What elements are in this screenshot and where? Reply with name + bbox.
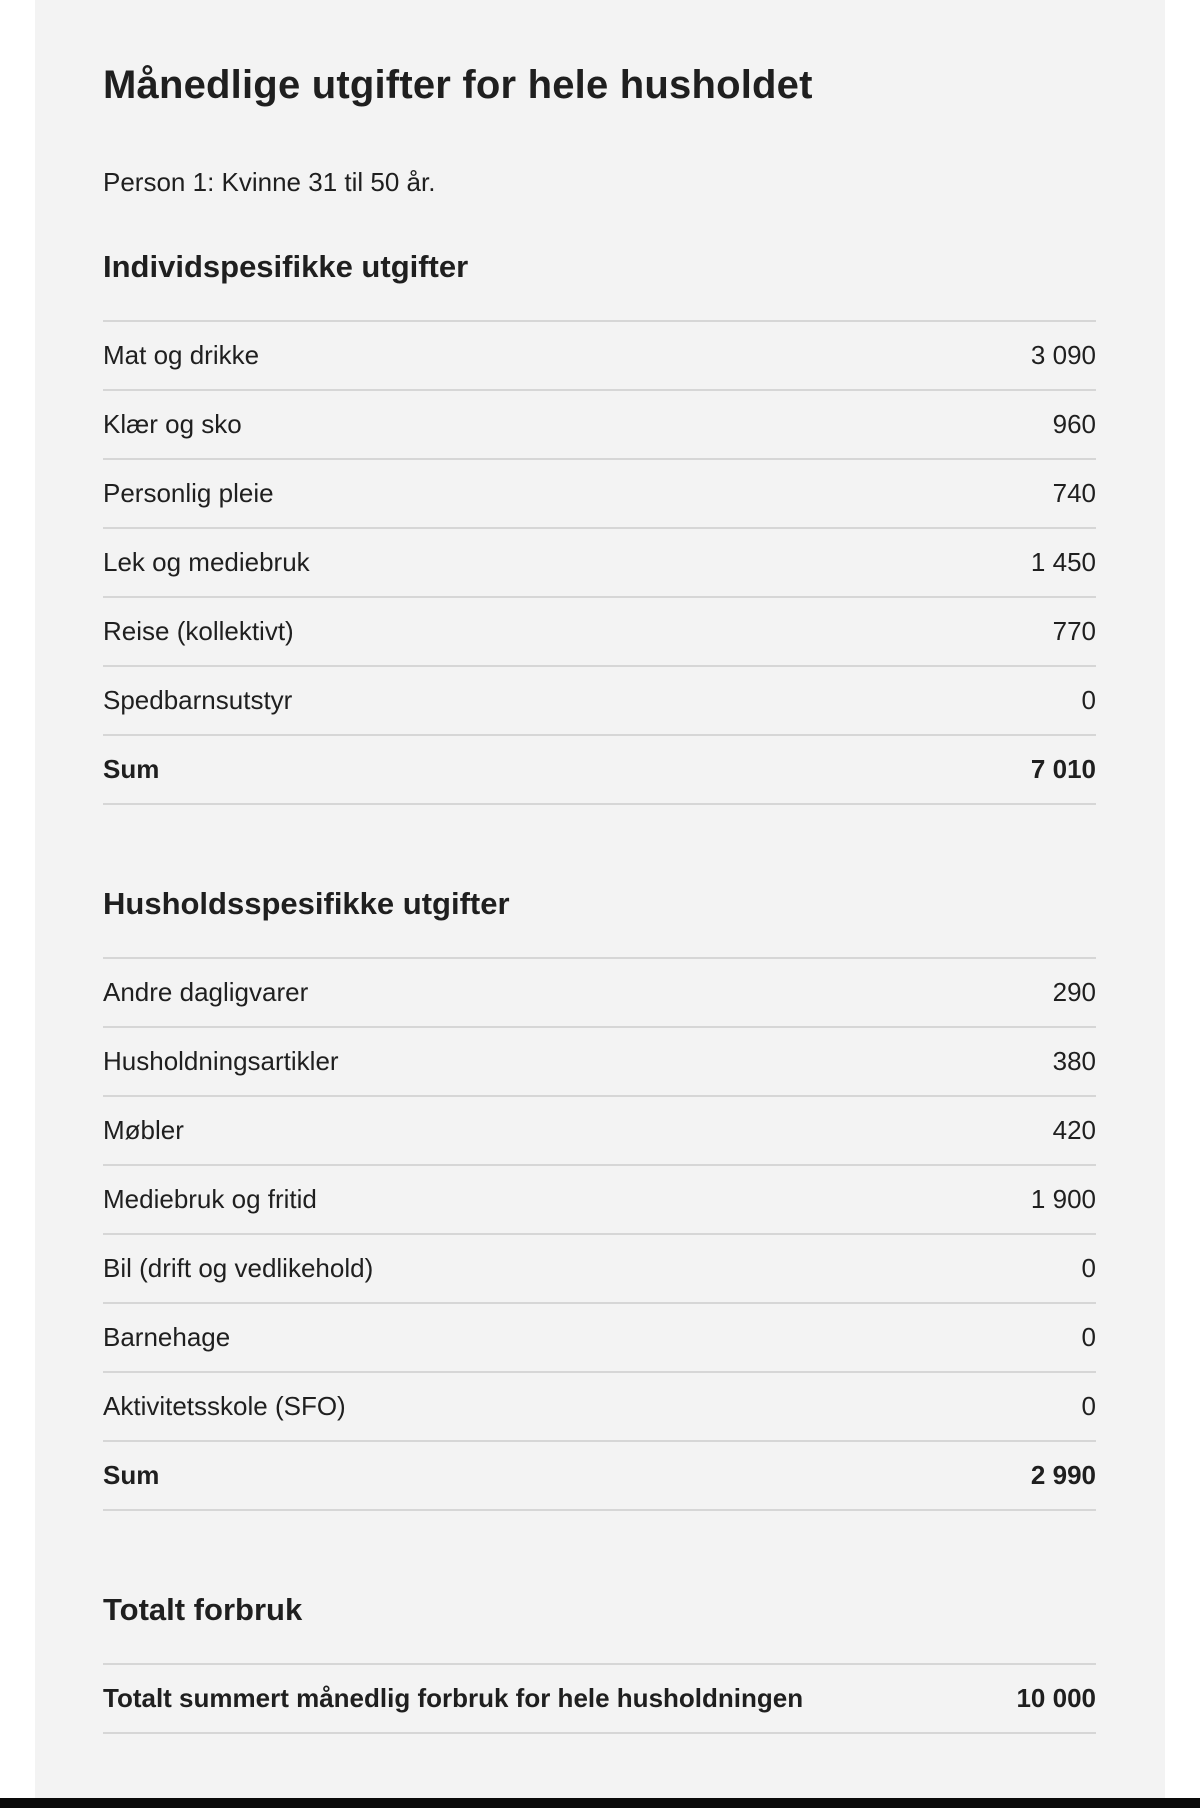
row-label: Mat og drikke: [103, 340, 260, 370]
table-row: [103, 1373, 1096, 1442]
row-value: 0: [1081, 1253, 1096, 1283]
row-value: 3 090: [1030, 340, 1096, 370]
row-label: Personlig pleie: [103, 478, 274, 508]
total-value: 10 000: [1016, 1683, 1096, 1713]
individual-expenses-table: [103, 320, 1096, 805]
row-label: Andre dagligvarer: [103, 977, 309, 1007]
table-row: [103, 598, 1096, 667]
table-row: [103, 529, 1096, 598]
table-row: [103, 1028, 1096, 1097]
sum-row: [103, 736, 1096, 805]
row-value: 0: [1081, 1391, 1096, 1421]
row-label: Aktivitetsskole (SFO): [103, 1391, 346, 1421]
row-label: Husholdningsartikler: [103, 1046, 339, 1076]
page-title: Månedlige utgifter for hele husholdet: [103, 63, 813, 107]
row-label: Reise (kollektivt): [103, 616, 294, 646]
bottom-bar: [0, 1798, 1200, 1808]
table-row: [103, 1304, 1096, 1373]
table-row: [103, 667, 1096, 736]
sum-row: [103, 1442, 1096, 1511]
table-row: [103, 322, 1096, 391]
row-label: Møbler: [103, 1115, 184, 1145]
table-row: [103, 959, 1096, 1028]
row-value: 1 450: [1030, 547, 1096, 577]
row-label: Barnehage: [103, 1322, 231, 1352]
row-value: 960: [1052, 409, 1096, 439]
total-row: [103, 1665, 1096, 1734]
individual-expenses-heading: Individspesifikke utgifter: [103, 249, 469, 284]
household-expenses-table: [103, 957, 1096, 1511]
table-row: [103, 460, 1096, 529]
sum-label: Sum: [103, 754, 160, 784]
row-value: 380: [1052, 1046, 1096, 1076]
total-label: Totalt summert månedlig forbruk for hele husholdningen: [103, 1683, 804, 1713]
sum-label: Sum: [103, 1460, 160, 1490]
total-consumption-table: [103, 1663, 1096, 1734]
sum-value: 7 010: [1030, 754, 1096, 784]
table-row: [103, 1166, 1096, 1235]
table-row: [103, 1235, 1096, 1304]
row-value: 0: [1081, 1322, 1096, 1352]
row-value: 770: [1052, 616, 1096, 646]
row-value: 290: [1052, 977, 1096, 1007]
total-consumption-heading: Totalt forbruk: [103, 1592, 303, 1627]
household-expenses-heading: Husholdsspesifikke utgifter: [103, 886, 510, 921]
table-row: [103, 391, 1096, 460]
row-value: 740: [1052, 478, 1096, 508]
row-value: 420: [1052, 1115, 1096, 1145]
row-label: Lek og mediebruk: [103, 547, 310, 577]
expenses-card: [35, 0, 1165, 1798]
row-value: 1 900: [1030, 1184, 1096, 1214]
person-description: Person 1: Kvinne 31 til 50 år.: [103, 167, 436, 197]
sum-value: 2 990: [1030, 1460, 1096, 1490]
row-value: 0: [1081, 685, 1096, 715]
row-label: Bil (drift og vedlikehold): [103, 1253, 374, 1283]
row-label: Klær og sko: [103, 409, 242, 439]
table-row: [103, 1097, 1096, 1166]
row-label: Spedbarnsutstyr: [103, 685, 293, 715]
row-label: Mediebruk og fritid: [103, 1184, 317, 1214]
